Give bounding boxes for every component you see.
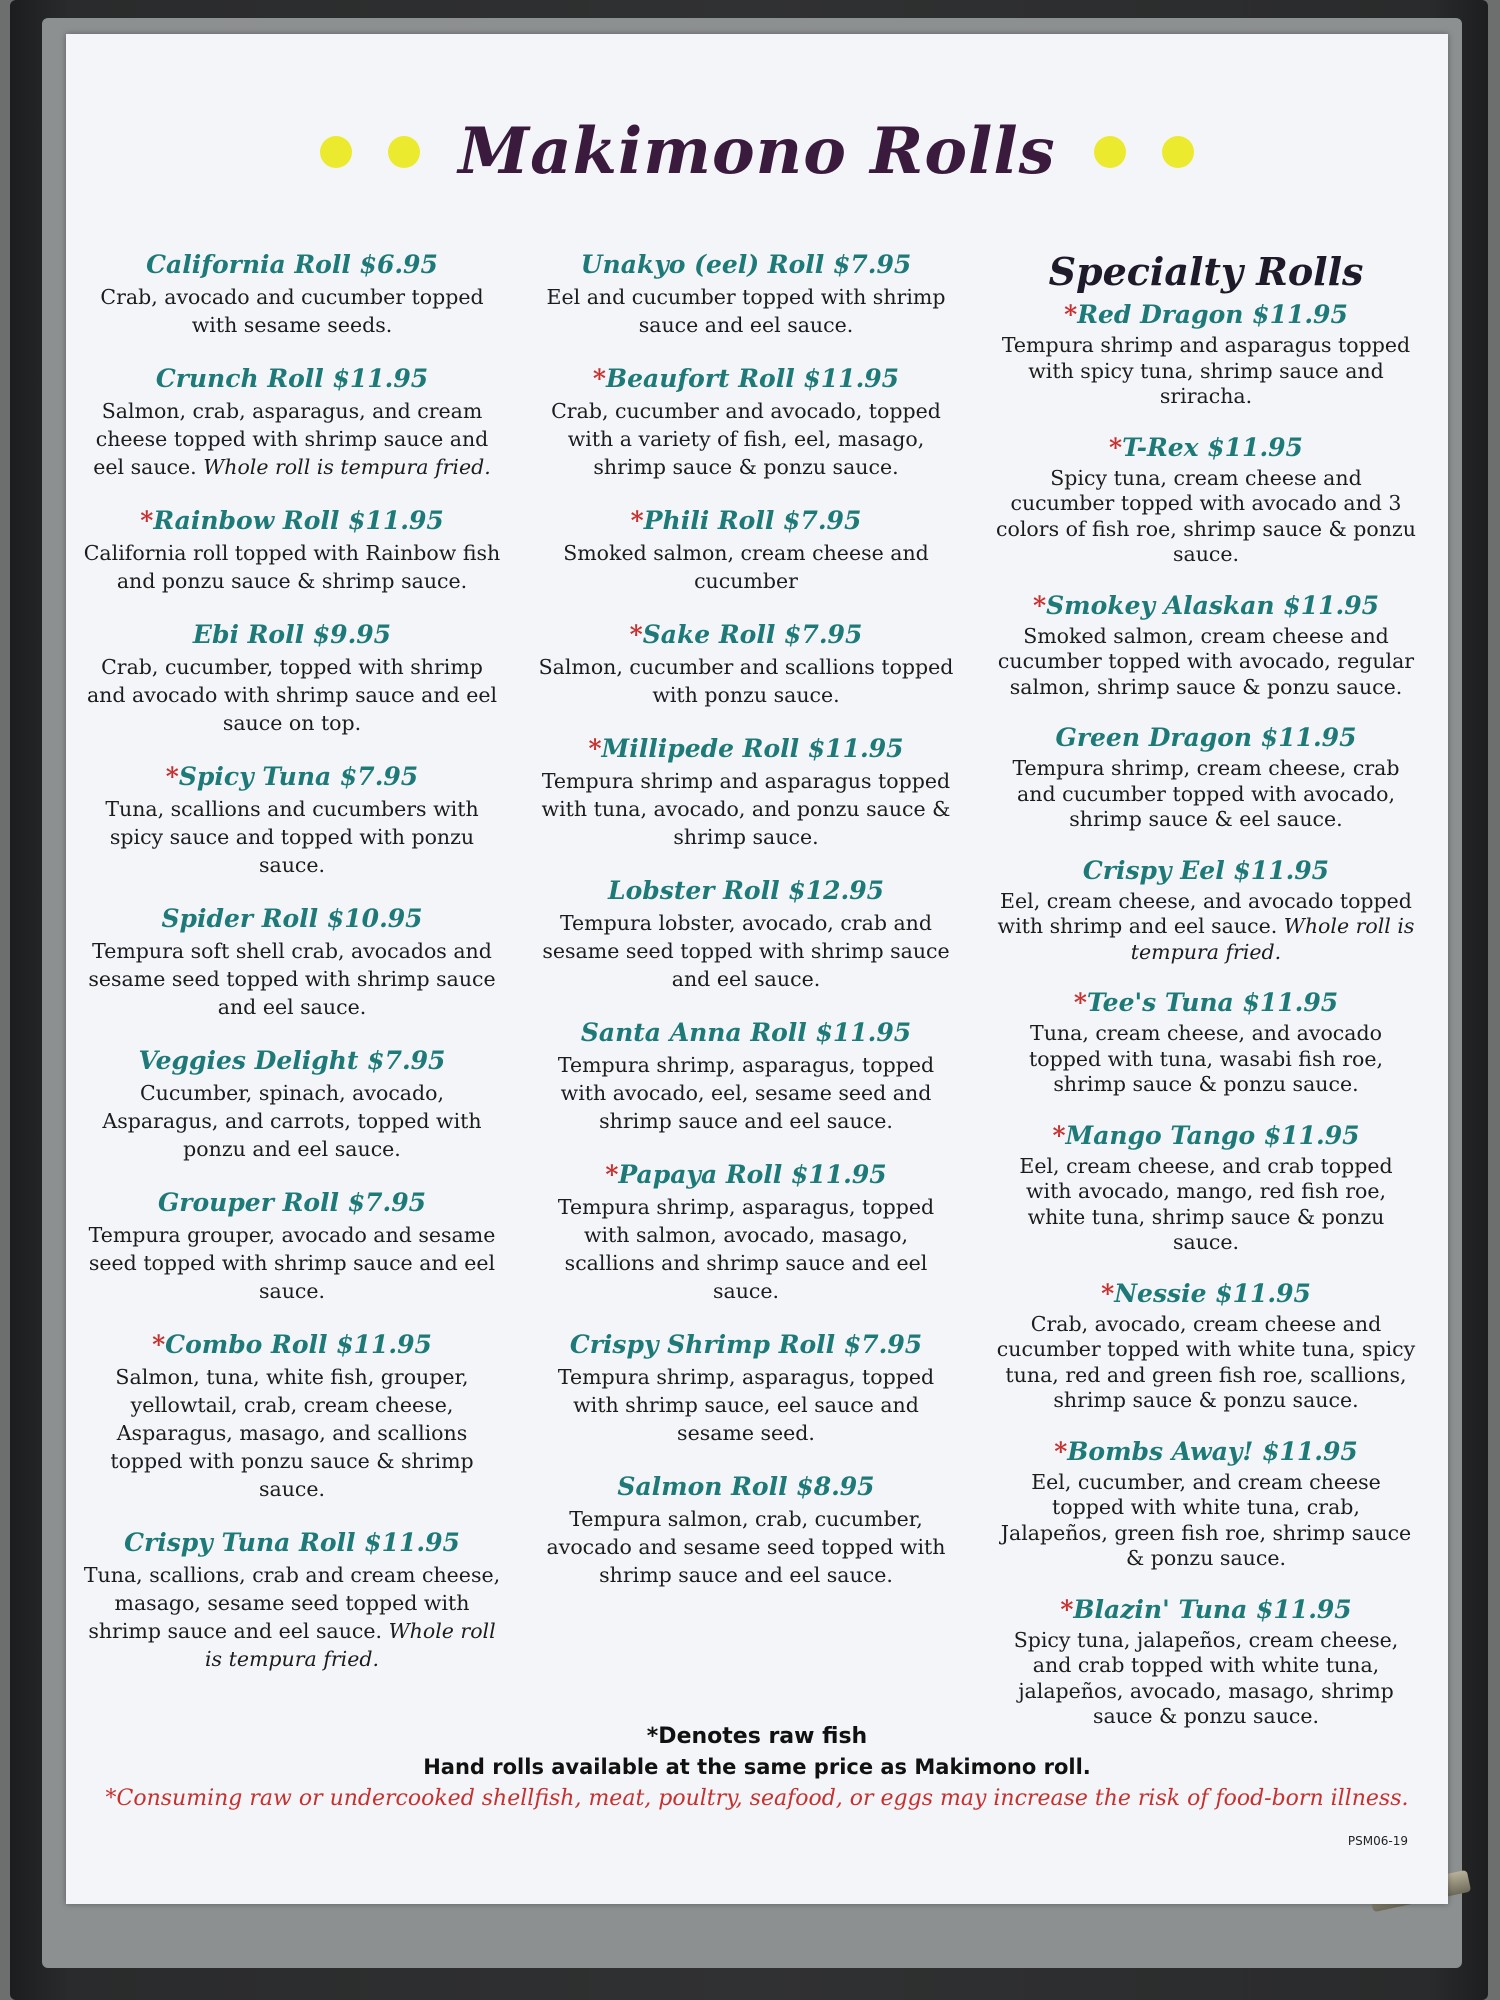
menu-item: [82, 1187, 502, 1305]
raw-fish-marker: *: [140, 506, 154, 535]
menu-item-title: Veggies Delight $7.95: [138, 1046, 446, 1075]
menu-item: [536, 505, 956, 595]
menu-item-description: Tempura shrimp, asparagus, topped with avocado, eel, sesame seed and shrimp sauce and eel sauce.: [557, 1053, 935, 1133]
menu-item: [82, 1329, 502, 1503]
menu-item: [536, 733, 956, 851]
menu-item: [82, 903, 502, 1021]
menu-item-name: [996, 432, 1416, 464]
menu-item-title: Smokey Alaskan $11.95: [1046, 590, 1379, 620]
menu-item-description: Cucumber, spinach, avocado, Asparagus, and carrots, topped with ponzu and eel sauce.: [102, 1081, 482, 1161]
menu-item: [996, 432, 1416, 568]
menu-item: [82, 505, 502, 595]
raw-fish-marker: *: [1052, 1120, 1066, 1150]
menu-item-name: [536, 1329, 956, 1361]
menu-item: [536, 1159, 956, 1305]
raw-fish-marker: *: [165, 762, 179, 791]
raw-fish-marker: *: [1054, 1436, 1068, 1466]
menu-item: [536, 875, 956, 993]
menu-item-name: [82, 903, 502, 935]
menu-title: Makimono Rolls: [458, 114, 1056, 189]
menu-item-description: Tuna, scallions and cucumbers with spicy sauce and topped with ponzu sauce.: [105, 797, 479, 877]
menu-item-description: Tempura shrimp, cream cheese, crab and cucumber topped with avocado, shrimp sauce & eel sauce.: [1012, 756, 1400, 831]
raw-fish-note: *Denotes raw fish: [646, 1724, 868, 1749]
menu-item: [536, 1329, 956, 1447]
menu-item-title: Tee's Tuna $11.95: [1086, 988, 1339, 1017]
menu-item-name: [536, 249, 956, 281]
menu-item: [82, 249, 502, 339]
menu-item-description: Tuna, cream cheese, and avocado topped with tuna, wasabi fish roe, shrimp sauce & ponzu sauce.: [1029, 1021, 1383, 1096]
menu-item-title: Red Dragon $11.95: [1077, 300, 1348, 329]
menu-item-description: Tempura soft shell crab, avocados and sesame seed topped with shrimp sauce and eel sauce.: [88, 939, 496, 1019]
menu-item: [82, 761, 502, 879]
menu-item: [82, 619, 502, 737]
menu-item-title: Phili Roll $7.95: [643, 506, 862, 535]
raw-fish-marker: *: [152, 1330, 166, 1359]
menu-item-description: Spicy tuna, cream cheese and cucumber topped with avocado and 3 colors of fish roe, shrimp sauce & ponzu sauce.: [996, 465, 1416, 566]
menu-item: [996, 1278, 1416, 1414]
menu-item-description: Salmon, tuna, white fish, grouper, yellowtail, crab, cream cheese, Asparagus, masago, and scallions topped with ponzu sauce & shrimp sauce.: [110, 1365, 474, 1501]
print-code: PSM06-19: [1347, 1834, 1408, 1848]
menu-item-description: Tempura grouper, avocado and sesame seed topped with shrimp sauce and eel sauce.: [88, 1223, 496, 1303]
menu-item: [996, 987, 1416, 1098]
menu-item-name: [996, 1120, 1416, 1152]
menu-item-description: Crab, avocado, cream cheese and cucumber topped with white tuna, spicy tuna, red and green fish roe, scallions, shrimp sauce & ponzu sauce.: [996, 1311, 1416, 1412]
menu-page: [66, 34, 1448, 1904]
menu-item: [536, 1471, 956, 1589]
raw-fish-marker: *: [629, 620, 643, 649]
menu-item-description: Smoked salmon, cream cheese and cucumber topped with avocado, regular salmon, shrimp sauce & ponzu sauce.: [997, 623, 1415, 699]
menu-item-description: Tempura shrimp, asparagus, topped with salmon, avocado, masago, scallions and shrimp sauce and eel sauce.: [557, 1195, 935, 1303]
menu-item-description: Crab, cucumber and avocado, topped with a variety of fish, eel, masago, shrimp sauce & ponzu sauce.: [551, 399, 941, 479]
menu-item-title: Spicy Tuna $7.95: [178, 762, 419, 791]
menu-item: [536, 619, 956, 709]
menu-item-name: [996, 722, 1416, 754]
raw-fish-marker: *: [592, 364, 606, 393]
menu-item: [996, 299, 1416, 410]
menu-item-title: Nessie $11.95: [1114, 1278, 1311, 1308]
menu-item-name: [996, 855, 1416, 887]
raw-fish-marker: *: [1073, 988, 1087, 1017]
menu-item-name: [996, 1278, 1416, 1310]
menu-item-description: Eel, cream cheese, and crab topped with avocado, mango, red fish roe, white tuna, shrimp sauce & ponzu sauce.: [1019, 1153, 1393, 1254]
menu-item-title: Crispy Tuna Roll $11.95: [124, 1528, 460, 1557]
menu-item-title: Papaya Roll $11.95: [618, 1160, 887, 1189]
menu-item-title: Rainbow Roll $11.95: [153, 506, 444, 535]
menu-item-name: [996, 987, 1416, 1019]
menu-item-title: Crispy Shrimp Roll $7.95: [569, 1330, 923, 1359]
menu-item-name: [536, 619, 956, 651]
menu-item-description: Tempura lobster, avocado, crab and sesame seed topped with shrimp sauce and eel sauce.: [542, 911, 950, 991]
menu-item-title: Crunch Roll $11.95: [155, 364, 429, 393]
food-warning: *Consuming raw or undercooked shellfish, meat, poultry, seafood, or eggs may increase the risk of food-born illness.: [105, 1786, 1409, 1811]
menu-item: [996, 590, 1416, 701]
menu-item-name: [996, 590, 1416, 622]
menu-item: [536, 363, 956, 481]
menu-item-description: Eel, cucumber, and cream cheese topped with white tuna, crab, Jalapeños, green fish roe, shrimp sauce & ponzu sauce.: [1000, 1469, 1412, 1570]
menu-item: [536, 1017, 956, 1135]
yellow-dot-icon: [388, 136, 420, 168]
menu-item-title: Salmon Roll $8.95: [617, 1472, 875, 1501]
menu-item-description: Tempura shrimp and asparagus topped with tuna, avocado, and ponzu sauce & shrimp sauce.: [541, 769, 951, 849]
menu-item-description: Tempura shrimp, asparagus, topped with shrimp sauce, eel sauce and sesame seed.: [557, 1365, 935, 1445]
menu-item-title: Santa Anna Roll $11.95: [580, 1018, 912, 1047]
menu-item-name: [82, 761, 502, 793]
menu-item-name: [536, 875, 956, 907]
raw-fish-marker: *: [588, 734, 602, 763]
menu-item: [996, 1594, 1416, 1730]
menu-item-name: [536, 1471, 956, 1503]
menu-item-title: Beaufort Roll $11.95: [605, 364, 900, 393]
menu-item-description: California roll topped with Rainbow fish and ponzu sauce & shrimp sauce.: [83, 541, 501, 593]
menu-item-name: [996, 1594, 1416, 1626]
menu-item-name: [82, 619, 502, 651]
menu-header: [66, 114, 1448, 214]
yellow-dot-icon: [1094, 136, 1126, 168]
menu-item-name: [82, 505, 502, 537]
menu-item-description: Tempura salmon, crab, cucumber, avocado and sesame seed topped with shrimp sauce and eel sauce.: [546, 1507, 946, 1587]
menu-item-name: [536, 1159, 956, 1191]
menu-item-description: Spicy tuna, jalapeños, cream cheese, and crab topped with white tuna, jalapeños, avocado, masago, shrimp sauce & ponzu sauce.: [1013, 1627, 1399, 1728]
menu-item-description: Eel and cucumber topped with shrimp sauce and eel sauce.: [546, 285, 946, 337]
menu-item-name: [536, 1017, 956, 1049]
menu-item: [996, 855, 1416, 966]
menu-column-1: [82, 249, 502, 1697]
menu-item-name: [82, 363, 502, 395]
hand-rolls-note: Hand rolls available at the same price as Makimono roll.: [423, 1755, 1091, 1779]
menu-item-title: Blazin' Tuna $11.95: [1073, 1594, 1352, 1624]
menu-item-name: [82, 249, 502, 281]
raw-fish-marker: *: [1033, 590, 1047, 620]
menu-item-note: Whole roll is tempura fried.: [1130, 914, 1415, 964]
menu-item-title: Grouper Roll $7.95: [157, 1188, 427, 1217]
menu-item-title: Lobster Roll $12.95: [608, 876, 884, 905]
menu-column-specialty: [996, 249, 1416, 1752]
menu-item: [82, 1527, 502, 1673]
menu-item: [996, 722, 1416, 833]
menu-item-title: Spider Roll $10.95: [161, 904, 423, 933]
menu-item: [82, 1045, 502, 1163]
menu-item-title: Combo Roll $11.95: [165, 1330, 432, 1359]
menu-item-description: Tuna, scallions, crab and cream cheese, masago, sesame seed topped with shrimp sauce and eel sauce.: [83, 1563, 501, 1643]
menu-item-title: Ebi Roll $9.95: [192, 620, 392, 649]
specialty-rolls-heading: Specialty Rolls: [1048, 249, 1364, 294]
menu-item-name: [82, 1329, 502, 1361]
menu-item-title: California Roll $6.95: [146, 250, 438, 279]
menu-item-description: Crab, cucumber, topped with shrimp and avocado with shrimp sauce and eel sauce on top.: [86, 655, 498, 735]
menu-item-name: [536, 505, 956, 537]
yellow-dot-icon: [320, 136, 352, 168]
raw-fish-marker: *: [605, 1160, 619, 1189]
menu-item-title: Bombs Away! $11.95: [1067, 1436, 1358, 1466]
menu-item-title: Unakyo (eel) Roll $7.95: [580, 250, 912, 279]
yellow-dot-icon: [1162, 136, 1194, 168]
menu-item-title: Millipede Roll $11.95: [601, 734, 904, 763]
menu-item-name: [996, 299, 1416, 331]
menu-item-title: Crispy Eel $11.95: [1082, 855, 1330, 885]
menu-item-description: Eel, cream cheese, and avocado topped with shrimp and eel sauce.: [997, 888, 1412, 938]
menu-item-description: Tempura shrimp and asparagus topped with spicy tuna, shrimp sauce and sriracha.: [1001, 333, 1411, 408]
menu-item-name: [536, 363, 956, 395]
menu-item-title: Sake Roll $7.95: [642, 620, 863, 649]
menu-item-name: [536, 733, 956, 765]
raw-fish-marker: *: [1109, 432, 1123, 462]
menu-item: [996, 1436, 1416, 1572]
menu-item-note: Whole roll is tempura fried.: [205, 1619, 496, 1671]
menu-item-name: [996, 1436, 1416, 1468]
menu-item-title: T-Rex $11.95: [1122, 432, 1303, 462]
menu-item-name: [82, 1527, 502, 1559]
menu-column-2: [536, 249, 956, 1613]
menu-item: [536, 249, 956, 339]
menu-item-title: Green Dragon $11.95: [1055, 723, 1357, 752]
menu-item: [82, 363, 502, 481]
menu-item-description: Smoked salmon, cream cheese and cucumber: [563, 541, 929, 593]
menu-item-note: Whole roll is tempura fried.: [203, 455, 491, 479]
menu-footer: [66, 1722, 1448, 1816]
menu-item: [996, 1120, 1416, 1256]
menu-item-description: Salmon, cucumber and scallions topped with ponzu sauce.: [538, 655, 954, 707]
raw-fish-marker: *: [1101, 1278, 1115, 1308]
raw-fish-marker: *: [1060, 1594, 1074, 1624]
menu-item-description: Salmon, crab, asparagus, and cream cheese topped with shrimp sauce and eel sauce.: [93, 399, 489, 479]
menu-item-title: Mango Tango $11.95: [1065, 1120, 1360, 1150]
raw-fish-marker: *: [1064, 300, 1078, 329]
menu-item-description: Crab, avocado and cucumber topped with sesame seeds.: [100, 285, 484, 337]
menu-item-name: [82, 1045, 502, 1077]
menu-item-name: [82, 1187, 502, 1219]
raw-fish-marker: *: [630, 506, 644, 535]
